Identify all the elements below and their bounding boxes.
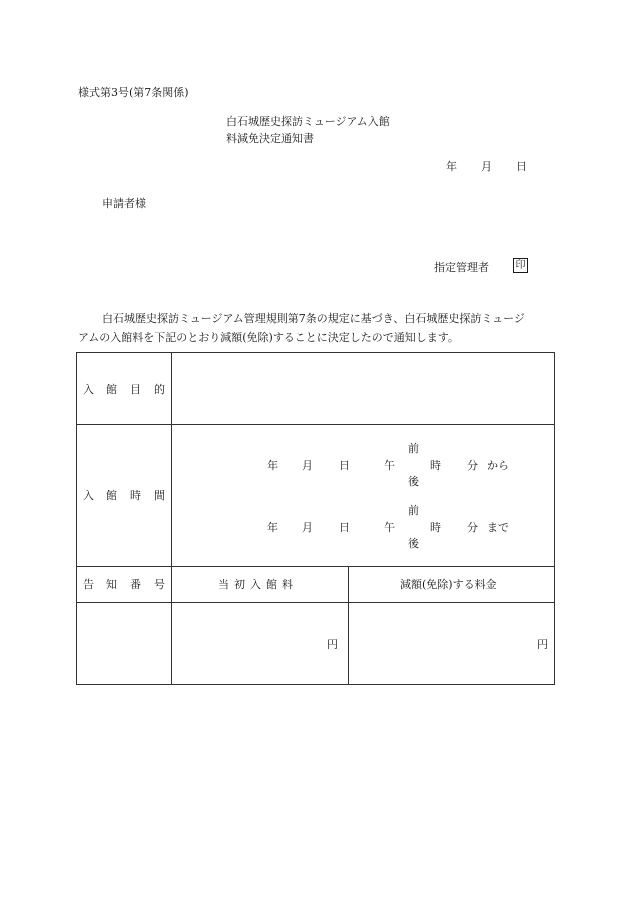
original-fee-label-char: 当	[218, 578, 229, 591]
time-noon: 午	[384, 459, 395, 472]
date-year-label: 年	[446, 160, 457, 173]
document-title-line1: 白石城歴史探訪ミュージアム入館	[226, 115, 390, 128]
row-divider	[77, 566, 554, 567]
original-fee-value-cell[interactable]	[172, 603, 348, 684]
time-pm: 後	[408, 475, 419, 488]
time-minute: 分	[467, 521, 478, 534]
body-text-line2: アムの入館料を下記のとおり減額(免除)することに決定したので通知します。	[78, 331, 459, 344]
date-month-label: 月	[481, 160, 492, 173]
original-fee-label-char: 初	[234, 578, 245, 591]
original-fee-label-char: 料	[282, 578, 293, 591]
purpose-label-char: 館	[106, 383, 117, 396]
time-noon: 午	[384, 521, 395, 534]
purpose-label-char: 的	[154, 383, 165, 396]
time-month: 月	[302, 521, 313, 534]
original-fee-label-char: 館	[266, 578, 277, 591]
body-text-line1: 白石城歴史探訪ミュージアム管理規則第7条の規定に基づき、白石城歴史探訪ミュージ	[102, 312, 525, 325]
notice-number-value-cell[interactable]	[77, 603, 171, 684]
notice-number-label-char: 番	[130, 578, 141, 591]
time-year: 年	[267, 521, 278, 534]
row-divider	[77, 424, 554, 425]
sender-label: 指定管理者	[434, 261, 489, 274]
time-day: 日	[339, 459, 350, 472]
addressee: 申請者様	[102, 197, 146, 210]
document-title-line2: 料減免決定通知書	[226, 132, 314, 145]
notice-number-label-char: 知	[106, 578, 117, 591]
original-fee-label-char: 入	[250, 578, 261, 591]
purpose-label-char: 目	[130, 383, 141, 396]
notice-number-label-char: 号	[154, 578, 165, 591]
time-pm: 後	[408, 537, 419, 550]
form-number: 様式第3号(第7条関係)	[78, 86, 189, 99]
notice-table	[76, 352, 555, 685]
time-minute: 分	[467, 459, 478, 472]
time-hour: 時	[430, 459, 441, 472]
time-day: 日	[339, 521, 350, 534]
reduced-fee-value-cell[interactable]	[349, 603, 554, 684]
seal-mark: 印	[513, 258, 528, 273]
purpose-label-char: 入	[83, 383, 94, 396]
time-month: 月	[302, 459, 313, 472]
time-suffix-from: から	[487, 459, 509, 472]
yen-unit-reduced: 円	[537, 638, 548, 651]
time-am: 前	[408, 442, 419, 455]
purpose-value-cell[interactable]	[172, 353, 554, 424]
notice-number-label-char: 告	[83, 578, 94, 591]
time-hour: 時	[430, 521, 441, 534]
reduced-fee-label: 減額(免除)する料金	[400, 578, 497, 591]
date-day-label: 日	[516, 160, 527, 173]
entry-time-label-char: 入	[83, 489, 94, 502]
entry-time-label-char: 時	[130, 489, 141, 502]
entry-time-label-char: 館	[106, 489, 117, 502]
time-suffix-until: まで	[487, 521, 509, 534]
time-year: 年	[267, 459, 278, 472]
yen-unit-original: 円	[327, 638, 338, 651]
time-am: 前	[408, 504, 419, 517]
entry-time-label-char: 間	[154, 489, 165, 502]
